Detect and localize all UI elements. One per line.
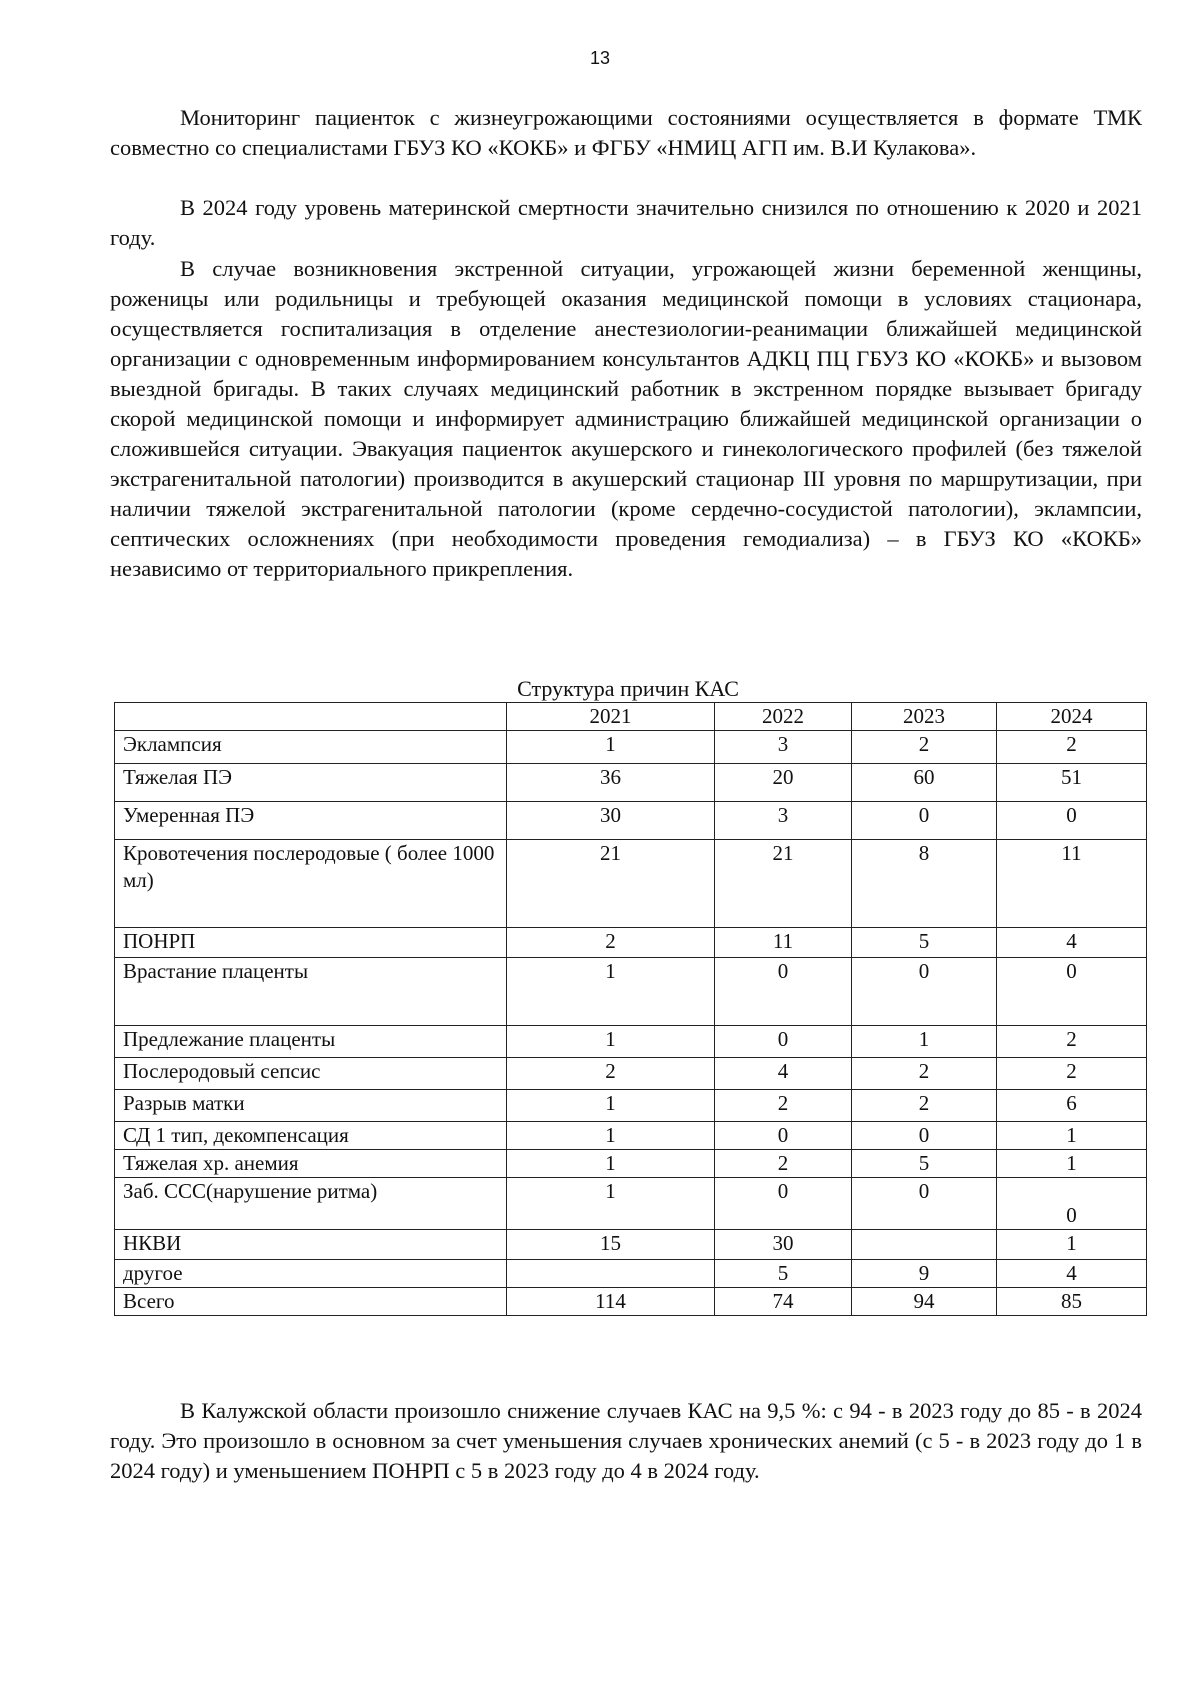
row-label: Тяжелая хр. анемия [115, 1150, 507, 1178]
cell-2024: 85 [997, 1288, 1147, 1316]
table-row [115, 731, 1147, 764]
cell-2021: 1 [507, 731, 715, 764]
cell-2022: 3 [715, 731, 852, 764]
cell-2023: 5 [852, 1150, 997, 1178]
row-label: Предлежание плаценты [115, 1026, 507, 1058]
cell-2022: 21 [715, 840, 852, 928]
cell-2021: 114 [507, 1288, 715, 1316]
cell-2024: 11 [997, 840, 1147, 928]
cell-2022: 0 [715, 1178, 852, 1230]
cell-2021: 1 [507, 1122, 715, 1150]
cell-2022: 2 [715, 1090, 852, 1122]
cell-2023: 94 [852, 1288, 997, 1316]
cell-2021: 21 [507, 840, 715, 928]
cell-2024: 4 [997, 928, 1147, 958]
cell-2022: 3 [715, 802, 852, 840]
cell-2022: 74 [715, 1288, 852, 1316]
cell-2022: 0 [715, 1026, 852, 1058]
header-cell-2023: 2023 [852, 703, 997, 731]
header-cell-2021: 2021 [507, 703, 715, 731]
table-row [115, 1122, 1147, 1150]
table-header-row [115, 703, 1147, 731]
cell-2023: 9 [852, 1260, 997, 1288]
cell-2022: 2 [715, 1150, 852, 1178]
table-row [115, 1178, 1147, 1230]
table-row [115, 764, 1147, 802]
cell-2021: 36 [507, 764, 715, 802]
cell-2021: 1 [507, 1150, 715, 1178]
row-label: Врастание плаценты [115, 958, 507, 1026]
paragraph-kas-decrease: В Калужской области произошло снижение случаев КАС на 9,5 %: с 94 - в 2023 году до 85 - в 2024 году. Это произошло в основном за счет уменьшения случаев хронических анемий (с 5 - в 2023 году до 1 в 2024 году) и уменьшением ПОНРП с 5 в 2023 году до 4 в 2024 году. [110, 1398, 1142, 1483]
row-label: Всего [115, 1288, 507, 1316]
cell-2021: 1 [507, 1090, 715, 1122]
cell-2023 [852, 1230, 997, 1260]
cell-2024: 51 [997, 764, 1147, 802]
table-row-total [115, 1288, 1147, 1316]
table-row [115, 1090, 1147, 1122]
cell-2021: 2 [507, 1058, 715, 1090]
cell-2024: 0 [997, 958, 1147, 1026]
row-label: ПОНРП [115, 928, 507, 958]
table-row [115, 802, 1147, 840]
table-row [115, 1260, 1147, 1288]
table-caption: Структура причин КАС [517, 676, 739, 701]
row-label: Заб. ССС(нарушение ритма) [115, 1178, 507, 1230]
cell-2021: 1 [507, 958, 715, 1026]
cell-2023: 2 [852, 1058, 997, 1090]
cell-2023: 2 [852, 731, 997, 764]
row-label: Кровотечения послеродовые ( более 1000 мл) [115, 840, 507, 928]
kas-causes-table [114, 702, 1147, 1316]
cell-2022: 4 [715, 1058, 852, 1090]
table-row [115, 840, 1147, 928]
row-label: СД 1 тип, декомпенсация [115, 1122, 507, 1150]
table-row [115, 1150, 1147, 1178]
cell-2023: 5 [852, 928, 997, 958]
cell-2021: 15 [507, 1230, 715, 1260]
cell-2024: 0 [997, 802, 1147, 840]
cell-2024: 2 [997, 1026, 1147, 1058]
row-label: другое [115, 1260, 507, 1288]
paragraph-maternal-mortality: В 2024 году уровень материнской смертности значительно снизился по отношению к 2020 и 2021 году. [110, 195, 1142, 250]
cell-2021: 1 [507, 1026, 715, 1058]
row-label: НКВИ [115, 1230, 507, 1260]
cell-2022: 30 [715, 1230, 852, 1260]
row-label: Тяжелая ПЭ [115, 764, 507, 802]
row-label: Послеродовый сепсис [115, 1058, 507, 1090]
cell-2022: 11 [715, 928, 852, 958]
header-cell-empty [115, 703, 507, 731]
table-row [115, 1026, 1147, 1058]
cell-2023: 0 [852, 802, 997, 840]
cell-2022: 5 [715, 1260, 852, 1288]
cell-2024: 0 [997, 1178, 1147, 1230]
cell-2024: 1 [997, 1230, 1147, 1260]
paragraph-monitoring: Мониторинг пациенток с жизнеугрожающими состояниями осуществляется в формате ТМК совместно со специалистами ГБУЗ КО «КОКБ» и ФГБУ «НМИЦ АГП им. В.И Кулакова». [110, 105, 1142, 160]
cell-2021: 30 [507, 802, 715, 840]
cell-2022: 0 [715, 958, 852, 1026]
cell-2021: 2 [507, 928, 715, 958]
cell-2024: 2 [997, 731, 1147, 764]
row-label: Разрыв матки [115, 1090, 507, 1122]
row-label: Эклампсия [115, 731, 507, 764]
paragraph-emergency-procedure: В случае возникновения экстренной ситуации, угрожающей жизни беременной женщины, роженицы или родильницы и требующей оказания медицинской помощи в условиях стационара, осуществляется госпитализация в отделение анестезиологии-реанимации ближайшей медицинской организации с одновременным информированием консультантов АДКЦ ПЦ ГБУЗ КО «КОКБ» и вызовом выездной бригады. В таких случаях медицинский работник в экстренном порядке вызывает бригаду скорой медицинской помощи и информирует администрацию ближайшей медицинской организации о сложившейся ситуации. Эвакуация пациенток акушерского и гинекологического профилей (без тяжелой экстрагенитальной патологии) производится в акушерский стационар III уровня по маршрутизации, при наличии тяжелой экстрагенитальной патологии (кроме сердечно-сосудистой патологии), эклампсии, септических осложнениях (при необходимости проведения гемодиализа) – в ГБУЗ КО «КОКБ» независимо от территориального прикрепления. [110, 256, 1142, 581]
cell-2024: 4 [997, 1260, 1147, 1288]
cell-2023: 8 [852, 840, 997, 928]
cell-2024: 1 [997, 1150, 1147, 1178]
table-row [115, 928, 1147, 958]
row-label: Умеренная ПЭ [115, 802, 507, 840]
cell-2024: 2 [997, 1058, 1147, 1090]
table-row [115, 1058, 1147, 1090]
cell-2024: 1 [997, 1122, 1147, 1150]
cell-2024: 6 [997, 1090, 1147, 1122]
cell-2023: 0 [852, 1178, 997, 1230]
cell-2023: 0 [852, 1122, 997, 1150]
cell-2023: 2 [852, 1090, 997, 1122]
page-number: 13 [589, 48, 611, 68]
header-cell-2024: 2024 [997, 703, 1147, 731]
cell-2023: 60 [852, 764, 997, 802]
table-row [115, 958, 1147, 1026]
cell-2021 [507, 1260, 715, 1288]
header-cell-2022: 2022 [715, 703, 852, 731]
cell-2021: 1 [507, 1178, 715, 1230]
cell-2022: 0 [715, 1122, 852, 1150]
cell-2023: 1 [852, 1026, 997, 1058]
table-row [115, 1230, 1147, 1260]
cell-2022: 20 [715, 764, 852, 802]
cell-2023: 0 [852, 958, 997, 1026]
